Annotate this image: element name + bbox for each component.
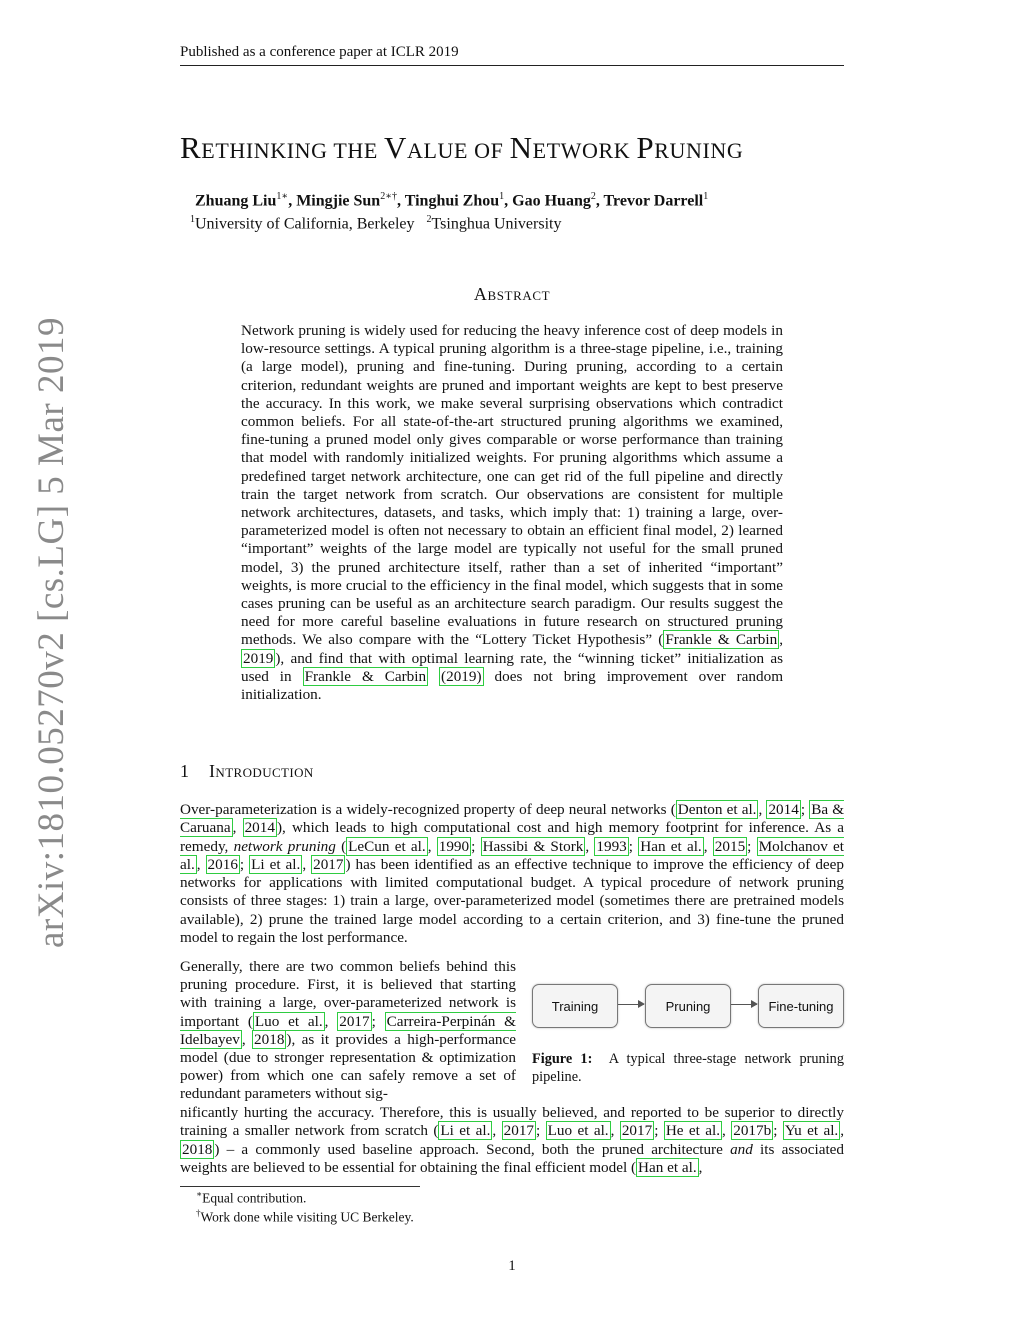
pruning-box: Pruning — [645, 984, 731, 1028]
citation-link[interactable]: 2017 — [339, 1012, 370, 1030]
arrow-icon — [618, 1004, 644, 1005]
citation-link[interactable]: 2014 — [768, 801, 799, 818]
author-list: Zhuang Liu$^{1∗}$, Mingjie Sun$^{2∗\dagger}$, Tinghui Zhou$^1$, Gao Huang$^2$, Trevor Darrell$^1$ — [195, 191, 709, 210]
page-number: 1 — [508, 1258, 516, 1274]
paper-title: RETHINKING THE VALUE OF NETWORK PRUNING — [180, 130, 744, 165]
citation-link[interactable]: Li et al. — [440, 1122, 491, 1140]
citation-link[interactable]: Li et al. — [251, 855, 301, 873]
abstract-text: Network pruning is widely used for reducing the heavy inference cost of deep models in low-resource settings. A typical pruning algorithm is a three-stage pipeline, i.e., training (a large model), pruning and fine-tuning. During pruning, according to a certain criterion, redundant weights are pruned and important weights are kept to best preserve the accuracy. In this work, we make several surprising observations which contradict common beliefs. For all state-of-the-art structured pruning algorithms we examined, fine-tuning a pruned model only gives comparable or worse performance than training that model with randomly initialized weights. For pruning algorithms which assume a predefined target network architecture, one can get rid of the full pipeline and directly train the target network from scratch. Our observations are consistent for multiple network architectures, datasets, and tasks, which imply that: 1) training a large, over-parameterized model is often not necessary to obtain an efficient final model, 2) learned “important” weights of the large model are typically not useful for the small pruned model, 3) the pruned architecture itself, rather than a set of inherited “important” weights, is more crucial to the efficiency in the final model, which suggests that in some cases pruning can be useful as an architecture search paradigm. Our results suggest the need for more careful baseline evaluations in future research on structured pruning methods. We also compare with the “Lottery Ticket Hypothesis” ( Frankle & Carbin , 2019 ), and find that with optimal learning rate, the “winning ticket” initialization as used in Frankle & Carbin (2019) does not bring improvement over random initialization. — [241, 322, 784, 704]
pipeline-figure — [530, 980, 844, 1032]
citation-link[interactable]: Hassibi & Stork — [482, 837, 584, 855]
training-box: Training — [532, 984, 618, 1028]
figure-caption: Figure 1: A typical three-stage network pruning pipeline. — [532, 1051, 844, 1085]
citation-link[interactable]: LeCun et al. — [348, 837, 426, 855]
abstract-heading: ABSTRACT — [473, 284, 551, 304]
footnote-rule — [180, 1186, 420, 1187]
fine-tuning-box: Fine-tuning — [758, 984, 844, 1028]
citation-link[interactable]: Luo et al. — [254, 1012, 323, 1030]
affiliations: $^1$University of California, Berkeley $^2$Tsinghua University — [190, 214, 562, 233]
citation-link[interactable]: Luo et al. — [547, 1122, 609, 1140]
citation-link[interactable]: 2017 — [503, 1122, 534, 1140]
intro-paragraph-1: Over-parameterization is a widely-recognized property of deep neural networks ( Denton et al. , 2014 ; Ba & Caruana , 2014 ), which leads to high computational cost and high memory footprint for inference. As a remedy, network pruning ( LeCun et al. , 1990 ; Hassibi & Stork , 1993 ; Han et al. , 2015 ; Molchanov et al. , 2016 ; Li et al. , 2017 ) has been identified as an effective technique to improve the efficiency of deep networks for applications with limited computational budget. A typical procedure of network pruning consists of three stages: 1) train a large, over-parameterized model (sometimes there are pretrained models available), 2) prune the trained large model according to a certain criterion, and 3) fine-tune the pruned model to regain the lost performance. — [180, 801, 845, 947]
citation-link[interactable]: Han et al. — [640, 837, 702, 855]
section-heading: 1 INTRODUCTION — [180, 761, 314, 781]
citation-link[interactable]: Frankle & Carbin — [665, 631, 778, 649]
citation-link[interactable]: Frankle & Carbin — [304, 667, 427, 685]
citation-link[interactable]: Han et al. — [638, 1158, 697, 1176]
footnote-1: ∗Equal contribution. — [196, 1189, 307, 1206]
intro-paragraph-2-full: nificantly hurting the accuracy. Therefore, this is usually believed, and reported to be superior to directly training a smaller network from scratch ( Li et al. , 2017 ; Luo et al. , 2017 ; He et al. , 2017b ; Yu et al. , 2018 ) – a commonly used baseline approach. Second, both the pruned architecture and its associated weights are believed to be essential for obtaining the final efficient model ( Han et al. , — [180, 1104, 845, 1176]
citation-link[interactable]: (2019) — [441, 667, 482, 685]
citation-link[interactable]: Carreira-Perpinán & Idelbayev — [180, 1012, 516, 1048]
citation-link[interactable]: 2015 — [714, 837, 746, 855]
footnote-2: †Work done while visiting UC Berkeley. — [196, 1208, 414, 1225]
intro-paragraph-2-wrapped: Generally, there are two common beliefs behind this pruning procedure. First, it is believed that starting with training a large, over-parameterized network is important ( Luo et al. , 2017 ; Carreira-Perpinán & Idelbayev , 2018 ), as it provides a high-performance model (due to stronger representation & optimization power) from which one can safely remove a set of redundant parameters without sig- — [180, 958, 517, 1103]
citation-link[interactable]: Ba & Caruana — [180, 801, 845, 837]
citation-link[interactable]: 2018 — [182, 1140, 213, 1158]
arxiv-stamp: arXiv:1810.05270v2 [cs.LG] 5 Mar 2019 — [31, 317, 72, 948]
citation-link[interactable]: 2017 — [621, 1122, 653, 1140]
arrow-icon — [731, 1004, 757, 1005]
citation-link[interactable]: 2017 — [313, 855, 344, 873]
citation-link[interactable]: 1990 — [438, 837, 470, 855]
citation-link[interactable]: He et al. — [665, 1122, 721, 1140]
citation-link[interactable]: Yu et al. — [784, 1122, 839, 1140]
citation-link[interactable]: 2014 — [244, 819, 275, 837]
citation-link[interactable]: 1993 — [596, 837, 627, 855]
citation-link[interactable]: 2017b — [733, 1122, 772, 1140]
citation-link[interactable]: Denton et al. — [677, 801, 757, 818]
citation-link[interactable]: Molchanov et al. — [180, 837, 844, 873]
citation-link[interactable]: 2019 — [243, 649, 274, 667]
running-header: Published as a conference paper at ICLR 2019 — [180, 44, 844, 66]
citation-link[interactable]: 2016 — [207, 855, 238, 873]
citation-link[interactable]: 2018 — [254, 1030, 285, 1048]
